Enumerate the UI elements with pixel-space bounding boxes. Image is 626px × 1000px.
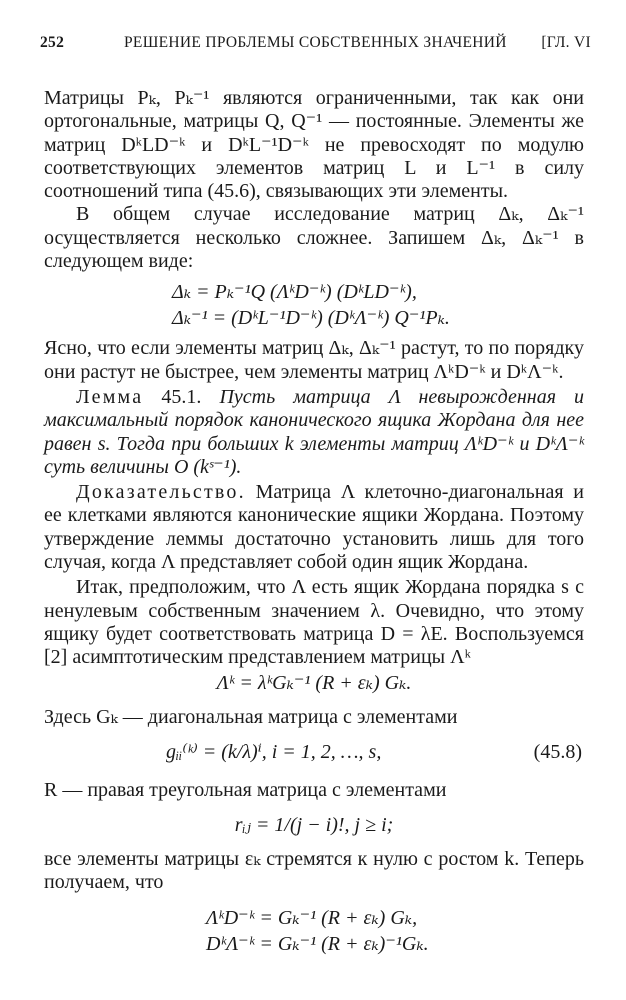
running-title: РЕШЕНИЕ ПРОБЛЕМЫ СОБСТВЕННЫХ ЗНАЧЕНИЙ xyxy=(124,34,507,51)
proof xyxy=(44,481,584,574)
paragraph-triangular-matrix: R — правая треугольная матрица с элементами xyxy=(44,778,447,801)
proof-label: Доказательство. xyxy=(76,481,246,504)
equation-delta-k: Δₖ = Pₖ⁻¹Q (ΛᵏD⁻ᵏ) (DᵏLD⁻ᵏ), xyxy=(172,281,417,304)
equation-d-lambda: DᵏΛ⁻ᵏ = Gₖ⁻¹ (R + εₖ)⁻¹Gₖ. xyxy=(206,932,429,955)
lemma-statement: Пусть матрица Λ невырожденная и максимальный порядок канонического ящика Жордана для нее равен s. Тогда при больших k элементы матриц ΛᵏD⁻ᵏ и DᵏΛ⁻ᵏ суть величины O (kˢ⁻¹). xyxy=(44,385,585,478)
paragraph-jordan-block: Итак, предположим, что Λ есть ящик Жордана порядка s с ненулевым собственным значением λ. Очевидно, что этому ящику будет соответствовать матрица D = λE. Воспользуемся [2] асимптотическим представлением матрицы Λᵏ xyxy=(44,576,584,669)
chapter-label: [ГЛ. VI xyxy=(541,34,591,51)
lemma-45-1 xyxy=(44,386,584,479)
paragraph-diagonal-matrix: Здесь Gₖ — диагональная матрица с элементами xyxy=(44,705,458,728)
equation-delta-k-inverse: Δₖ⁻¹ = (DᵏL⁻¹D⁻ᵏ) (DᵏΛ⁻ᵏ) Q⁻¹Pₖ. xyxy=(172,307,450,330)
equation-lambda-k: Λᵏ = λᵏGₖ⁻¹ (R + εₖ) Gₖ. xyxy=(216,671,412,694)
paragraph-bounded-matrices: Матрицы Pₖ, Pₖ⁻¹ являются ограниченными, так как они ортогональные, матрицы Q, Q⁻¹ — постоянные. Элементы же матриц DᵏLD⁻ᵏ и DᵏL⁻¹D⁻ᵏ не превосходят по модулю соответствующих элементов матриц L и L⁻¹ в силу соотношений типа (45.6), связывающих эти элементы. xyxy=(44,87,584,203)
equation-number: (45.8) xyxy=(533,740,582,763)
lemma-label: Лемма xyxy=(76,385,144,408)
equation-45-8: gᵢᵢ⁽ᵏ⁾ = (k/λ)ⁱ, i = 1, 2, …, s, (45.8) xyxy=(166,740,582,763)
lemma-number: 45.1. xyxy=(161,385,202,408)
page-number: 252 xyxy=(40,34,65,51)
equation-r-ij: rᵢⱼ = 1/(j − i)!, j ≥ i; xyxy=(234,814,394,837)
paragraph-growth-order: Ясно, что если элементы матриц Δₖ, Δₖ⁻¹ растут, то по порядку они растут не быстрее, чем элементы матриц ΛᵏD⁻ᵏ и DᵏΛ⁻ᵏ. xyxy=(44,337,584,383)
proof-text: Матрица Λ клеточно-диагональная и ее клетками являются канонические ящики Жордана. Поэтому утверждение леммы достаточно установить лишь для того случая, когда Λ представляет собой один ящик Жордана. xyxy=(44,481,584,574)
paragraph-general-case: В общем случае исследование матриц Δₖ, Δₖ⁻¹ осуществляется несколько сложнее. Запишем Δₖ, Δₖ⁻¹ в следующем виде: xyxy=(44,203,584,273)
equation-lambda-d: ΛᵏD⁻ᵏ = Gₖ⁻¹ (R + εₖ) Gₖ, xyxy=(206,906,418,929)
page-body xyxy=(44,87,584,957)
paragraph-epsilon-limit: все элементы матрицы εₖ стремятся к нулю с ростом k. Теперь получаем, что xyxy=(44,848,584,894)
running-header xyxy=(40,34,595,58)
